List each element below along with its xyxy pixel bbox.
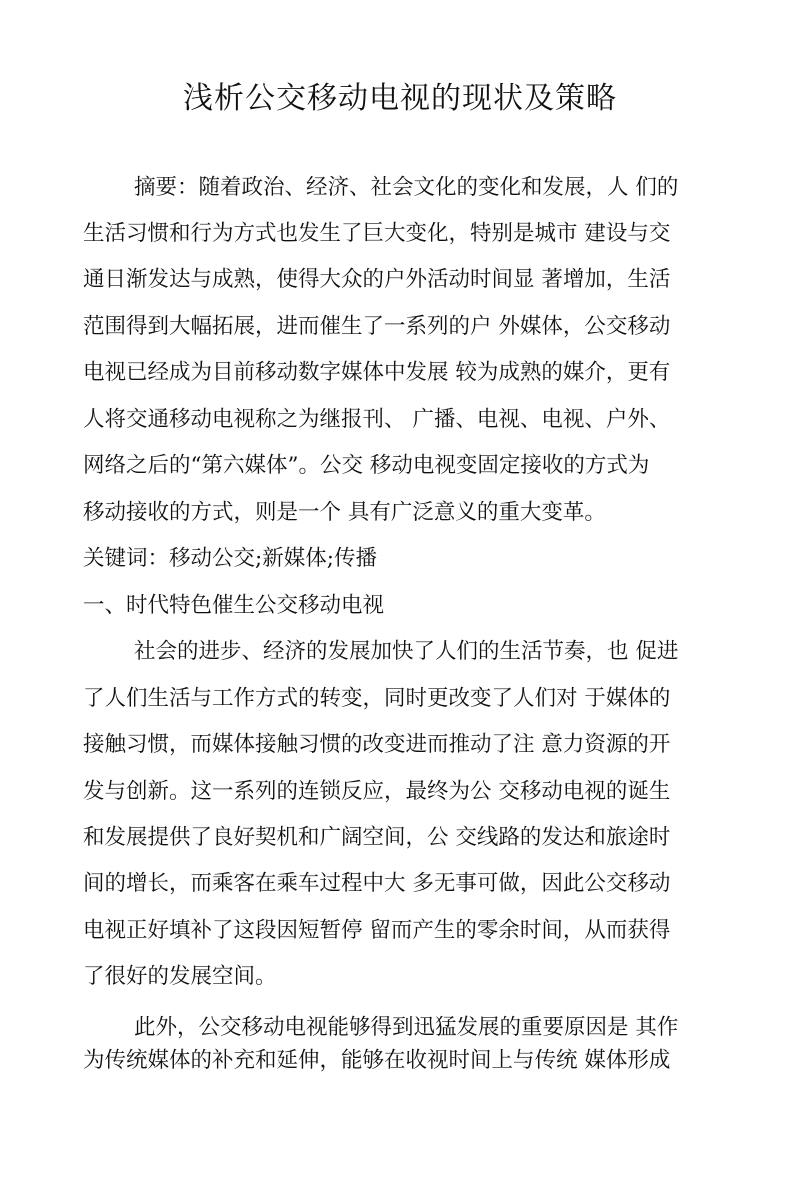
body-line: 了很好的发展空间。 bbox=[83, 964, 277, 989]
body-line: 此外，公交移动电视能够得到迅猛发展的重要原因是 其作 bbox=[134, 1015, 679, 1040]
body-line: 接触习惯，而媒体接触习惯的改变进而推动了注 意力资源的开 bbox=[83, 732, 671, 757]
abstract-line: 移动接收的方式，则是一个 具有广泛意义的重大变革。 bbox=[83, 500, 606, 525]
abstract-line: 通日渐发达与成熟，使得大众的户外活动时间显 著增加，生活 bbox=[83, 267, 671, 292]
body-line: 发与创新。这一系列的连锁反应，最终为公 交移动电视的诞生 bbox=[83, 779, 671, 804]
body-line: 社会的进步、经济的发展加快了人们的生活节奏，也 促进 bbox=[134, 639, 679, 664]
body-line: 为传统媒体的补充和延伸，能够在收视时间上与传统 媒体形成 bbox=[83, 1048, 671, 1073]
abstract-line: 生活习惯和行为方式也发生了巨大变化，特别是城市 建设与交 bbox=[83, 221, 671, 246]
abstract-line: 范围得到大幅拓展，进而催生了一系列的户 外媒体，公交移动 bbox=[83, 314, 671, 339]
abstract-line: 人将交通移动电视称之为继报刊、 广播、电视、电视、户外、 bbox=[83, 407, 671, 432]
body-line: 和发展提供了良好契机和广阔空间，公 交线路的发达和旅途时 bbox=[83, 825, 671, 850]
abstract-line: 电视已经成为目前移动数字媒体中发展 较为成熟的媒介，更有 bbox=[83, 360, 671, 385]
body-line: 电视正好填补了这段因短暂停 留而产生的零余时间，从而获得 bbox=[83, 918, 671, 943]
body-line: 间的增长，而乘客在乘车过程中大 多无事可做，因此公交移动 bbox=[83, 871, 671, 896]
page-title: 浅析公交移动电视的现状及策略 bbox=[183, 81, 617, 116]
abstract-line: 网络之后的“第六媒体”。公交 移动电视变固定接收的方式为 bbox=[83, 453, 650, 478]
keywords-line: 关键词：移动公交;新媒体;传播 bbox=[83, 546, 377, 571]
abstract-line: 摘要：随着政治、经济、社会文化的变化和发展，人 们的 bbox=[134, 175, 679, 200]
section-heading: 一、时代特色催生公交移动电视 bbox=[83, 593, 385, 618]
body-line: 了人们生活与工作方式的转变，同时更改变了人们对 于媒体的 bbox=[83, 686, 671, 711]
